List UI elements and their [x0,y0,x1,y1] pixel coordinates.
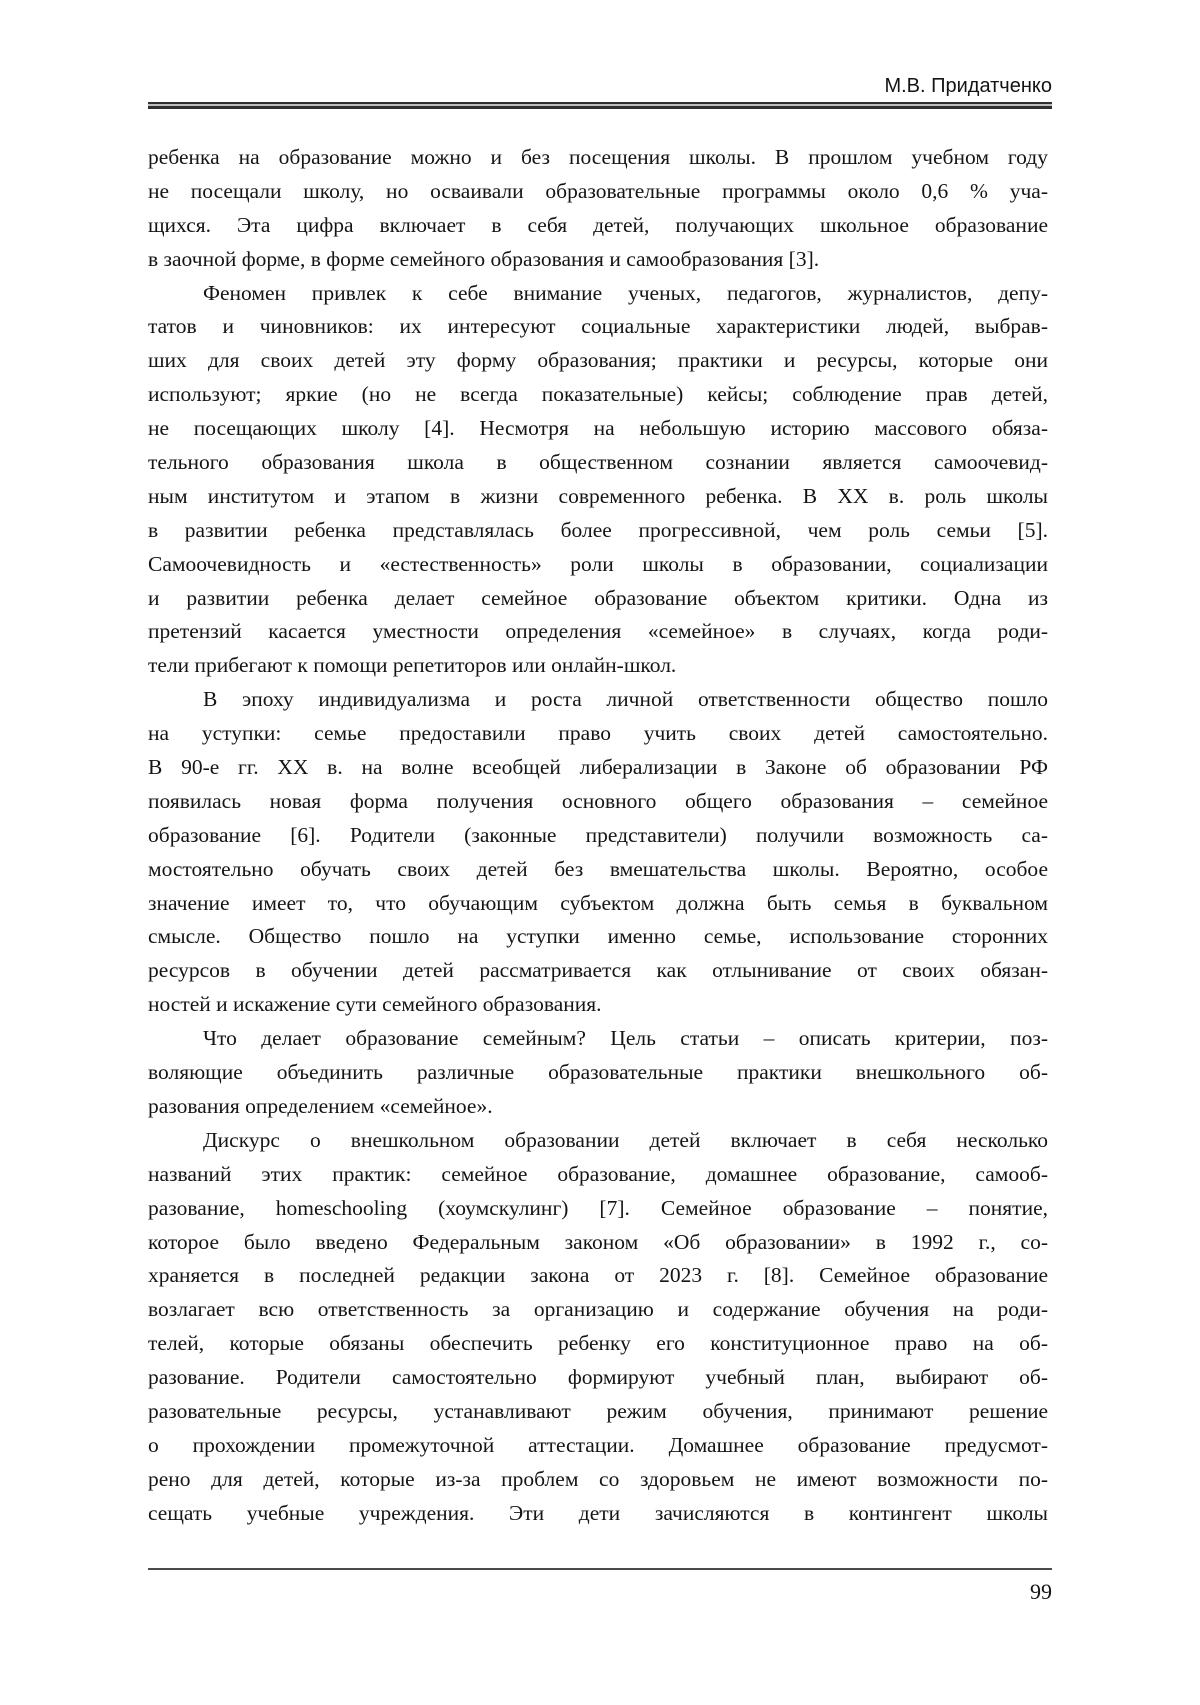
text-line: В эпоху индивидуализма и роста личной ответственности общество пошло [203,687,1048,712]
text-line: Феномен привлек к себе внимание ученых, педагогов, журналистов, депу- [203,280,1048,305]
text-line: в заочной форме, в форме семейного образования и самообразования [3]. [148,246,820,271]
text-line: возлагает всю ответственность за организацию и содержание обучения на роди- [148,1297,1048,1322]
text-line: значение имеет то, что обучающим субъектом должна быть семья в буквальном [148,890,1048,915]
text-line: сещать учебные учреждения. Эти дети зачисляются в контингент школы [148,1500,1048,1525]
text-line: разование. Родители самостоятельно формируют учебный план, выбирают об- [148,1365,1048,1390]
text-line: ресурсов в обучении детей рассматривается как отлынивание от своих обязан- [148,958,1048,983]
text-line: о прохождении промежуточной аттестации. Домашнее образование предусмот- [148,1432,1048,1457]
text-line: тельного образования школа в общественном сознании является самоочевид- [148,450,1048,475]
text-line: телей, которые обязаны обеспечить ребенку его конституционное право на об- [148,1331,1048,1356]
text-line: образование [6]. Родители (законные представители) получили возможность са- [148,822,1048,847]
text-line: Дискурс о внешкольном образовании детей включает в себя несколько [203,1127,1048,1152]
text-line: Самоочевидность и «естественность» роли школы в образовании, социализации [148,551,1048,576]
text-line: появилась новая форма получения основного общего образования – семейное [148,788,1048,813]
text-line: тели прибегают к помощи репетиторов или онлайн-школ. [148,653,677,678]
header-rule [148,102,1052,109]
text-line: храняется в последней редакции закона от 2023 г. [8]. Семейное образование [148,1263,1048,1288]
page-body [148,141,1048,1531]
text-line: В 90-е гг. XX в. на волне всеобщей либерализации в Законе об образовании РФ [148,755,1048,780]
text-line: ребенка на образование можно и без посещения школы. В прошлом учебном году [148,145,1048,169]
running-head-author: М.В. Придатченко [884,75,1052,97]
page-number: 99 [1030,1579,1052,1604]
text-line: мостоятельно обучать своих детей без вмешательства школы. Вероятно, особое [148,856,1048,881]
text-line: смысле. Общество пошло на уступки именно семье, использование сторонних [148,924,1048,949]
text-line: претензий касается уместности определения «семейное» в случаях, когда роди- [148,619,1048,644]
text-line: рено для детей, которые из-за проблем со здоровьем не имеют возможности по- [148,1466,1048,1491]
text-line: ших для своих детей эту форму образования; практики и ресурсы, которые они [148,348,1048,373]
text-line: разование, homeschooling (хоумскулинг) [7]. Семейное образование – понятие, [148,1195,1048,1220]
text-line: разовательные ресурсы, устанавливают режим обучения, принимают решение [148,1398,1048,1423]
text-line: ным институтом и этапом в жизни современного ребенка. В XX в. роль школы [148,483,1048,508]
text-line: воляющие объединить различные образовательные практики внешкольного об- [148,1060,1048,1085]
text-line: используют; яркие (но не всегда показательные) кейсы; соблюдение прав детей, [148,382,1048,407]
text-line: не посещающих школу [4]. Несмотря на небольшую историю массового обяза- [148,416,1048,441]
text-line: в развитии ребенка представлялась более прогрессивной, чем роль семьи [5]. [148,517,1048,542]
footer-rule [148,1568,1052,1570]
text-line: разования определением «семейное». [148,1093,493,1118]
text-line: щихся. Эта цифра включает в себя детей, получающих школьное образование [148,212,1048,237]
text-line: Что делает образование семейным? Цель статьи – описать критерии, поз- [203,1026,1048,1051]
text-line: которое было введено Федеральным законом «Об образовании» в 1992 г., со- [148,1229,1048,1254]
text-line: не посещали школу, но осваивали образовательные программы около 0,6 % уча- [148,178,1048,203]
text-line: ностей и искажение сути семейного образования. [148,992,602,1017]
text-line: на уступки: семье предоставили право учить своих детей самостоятельно. [148,721,1048,746]
text-line: и развитии ребенка делает семейное образование объектом критики. Одна из [148,585,1048,610]
text-line: названий этих практик: семейное образование, домашнее образование, самооб- [148,1161,1048,1186]
text-line: татов и чиновников: их интересуют социальные характеристики людей, выбрав- [148,314,1048,339]
